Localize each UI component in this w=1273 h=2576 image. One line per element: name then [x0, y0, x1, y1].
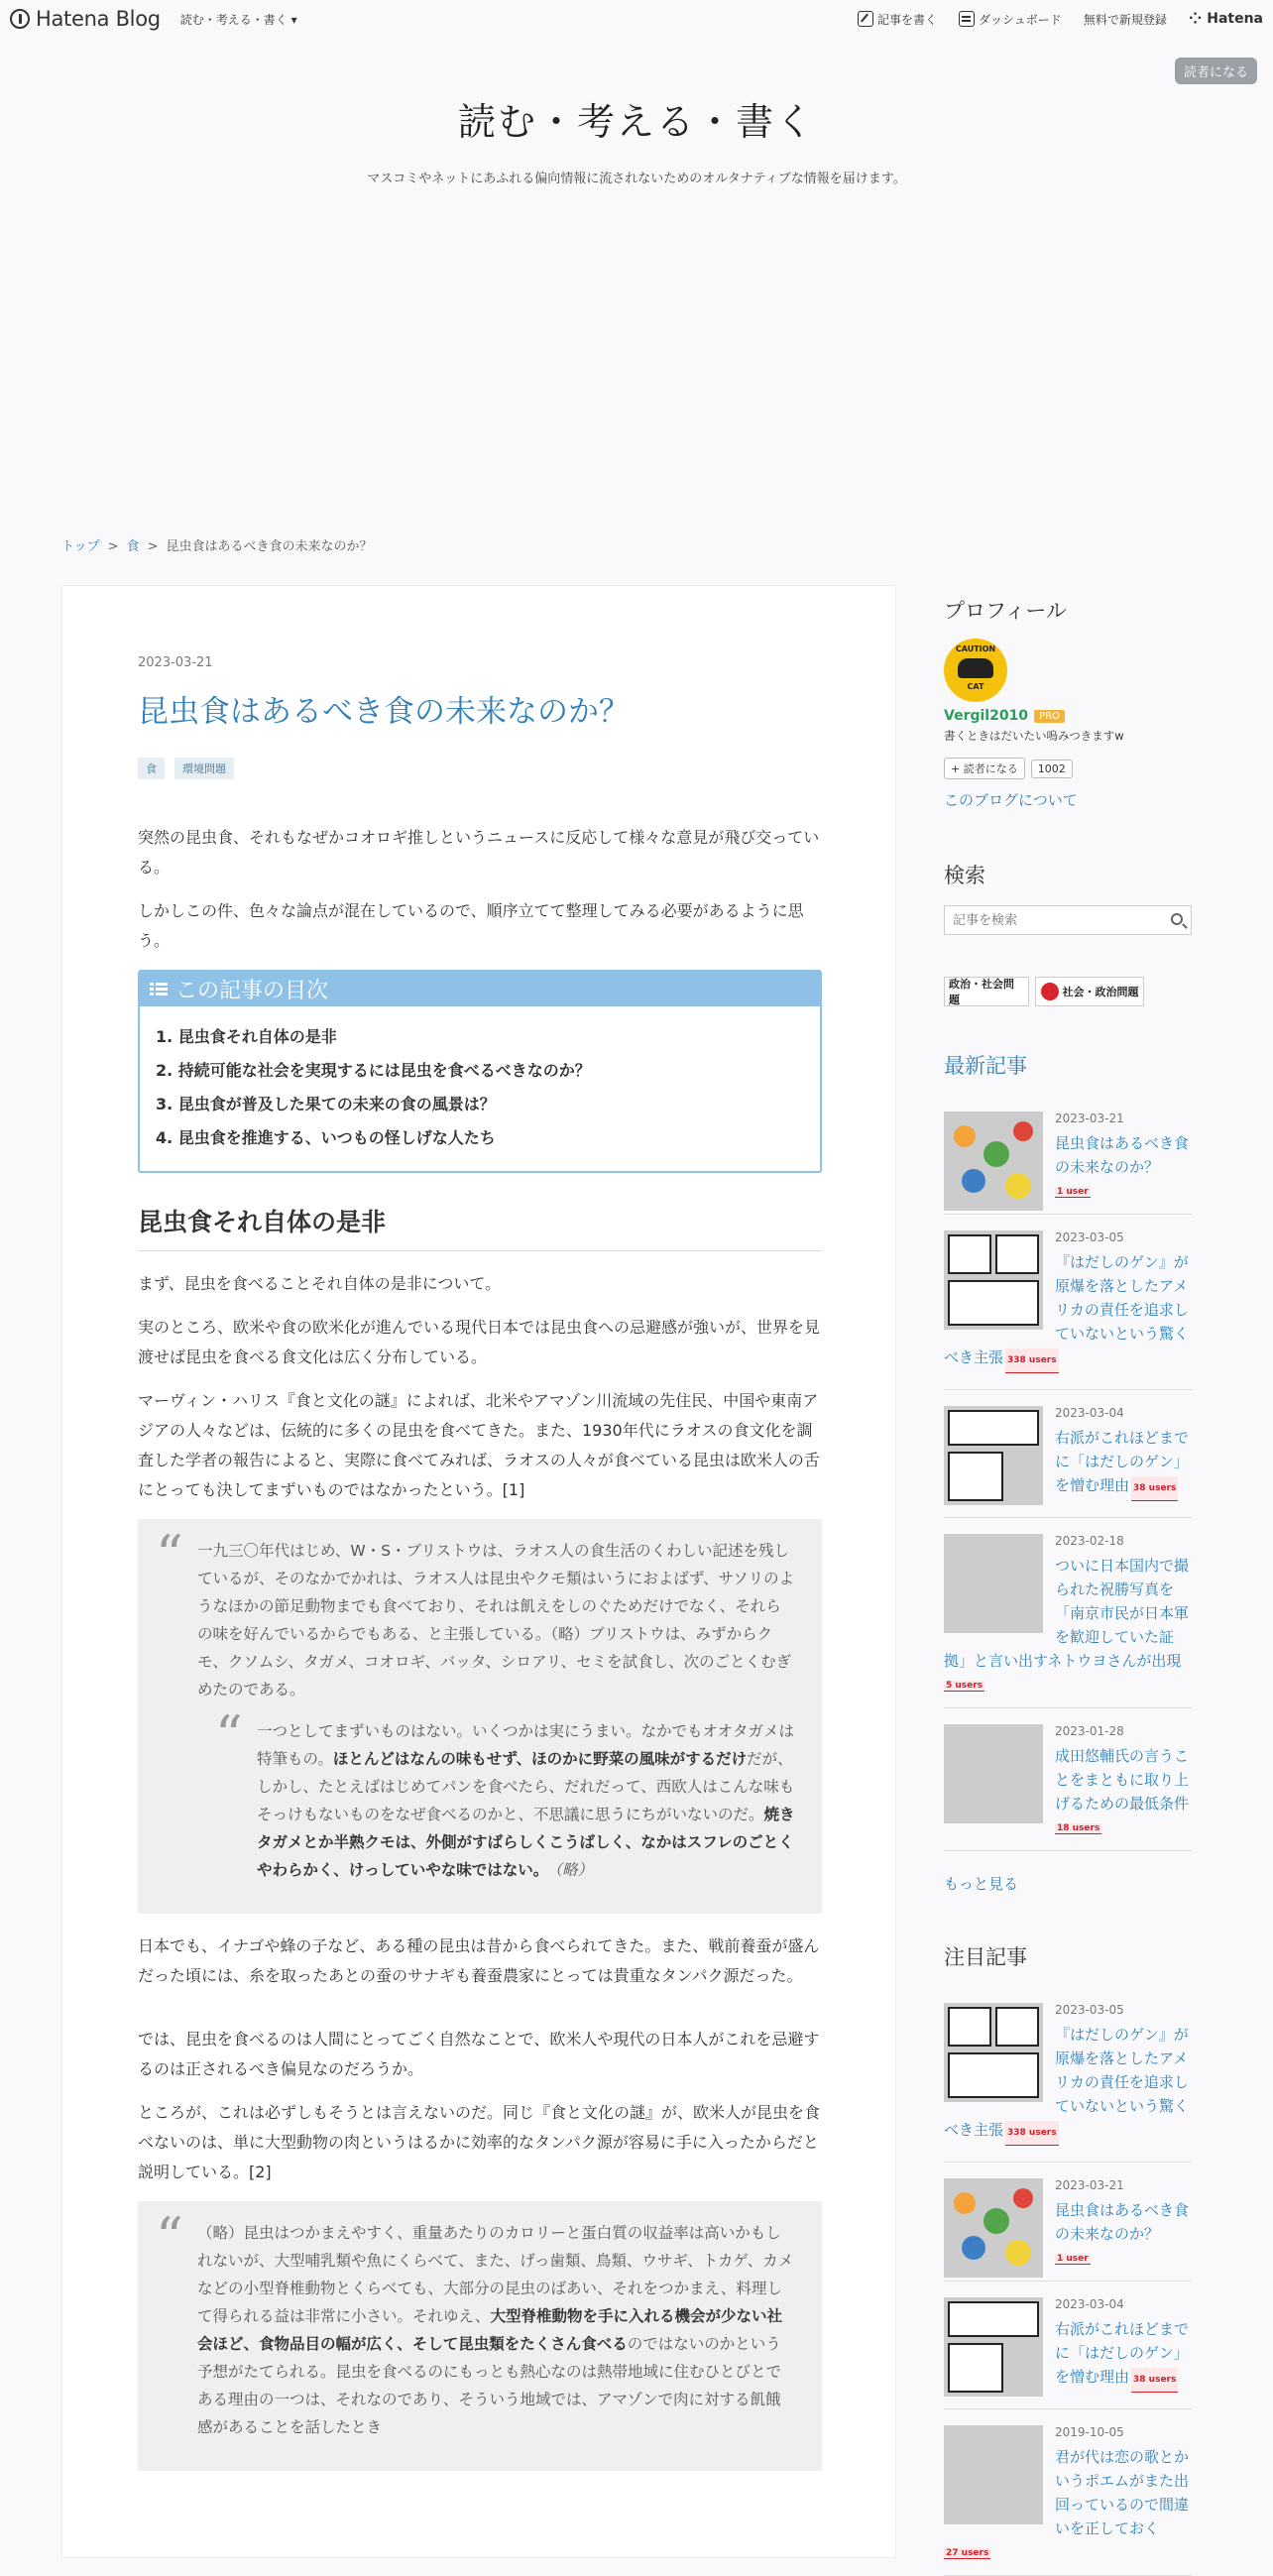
hatena-dots-icon: ⁘	[1188, 9, 1203, 28]
quote-emphasis: 大型脊椎動物を手に入れる機会が少ない社会ほど、食物品目の幅が広く、そして昆虫類をたくさん食べる	[197, 2307, 782, 2354]
entry-thumbnail[interactable]	[944, 1112, 1043, 1211]
ranking-banner[interactable]	[1035, 977, 1144, 1006]
quote-mark-icon: “	[156, 2206, 183, 2270]
entry-thumbnail[interactable]	[944, 2003, 1043, 2102]
paragraph: 日本でも、イナゴや蜂の子など、ある種の昆虫は昔から食べられてきた。また、戦前養蚕が盛んだった頃には、糸を取ったあとの蚕のサナギも養蚕農家にとっては貴重なタンパク源だった。	[138, 1936, 820, 1986]
list-item	[944, 1518, 1192, 1708]
breadcrumb-separator: >	[147, 539, 159, 554]
category-list	[138, 758, 822, 779]
breadcrumb	[61, 535, 372, 554]
bookmark-users-badge[interactable]: 1 user	[1057, 2254, 1089, 2264]
recent-entries	[944, 1096, 1192, 1851]
category-tag[interactable]: 食	[138, 758, 165, 779]
entry-date: 2023-03-04	[1055, 2297, 1124, 2311]
ranking-banner-label: 社会・政治問題	[1062, 986, 1139, 998]
quote-segment: 一つとしてまずいものはない。いくつかは実にうまい。なかでもオオタガメは特筆もの。	[257, 1722, 795, 1769]
toc-list	[140, 1006, 820, 1171]
entry-thumbnail[interactable]	[944, 1724, 1043, 1823]
quote-emphasis: 焼きタガメとか半熟クモは、外側がすばらしくこうばしく、なかはスフレのごとくやわらかく、けっしていやな味ではない。	[257, 1806, 795, 1880]
quote-mark-icon: “	[156, 1524, 183, 1587]
quote-mark-icon: “	[215, 1704, 243, 1768]
entry-date: 2023-02-18	[1055, 1534, 1124, 1548]
blockquote	[138, 2201, 822, 2471]
list-item	[944, 1390, 1192, 1518]
toc-header	[140, 972, 820, 1006]
ranking-banner[interactable]: 政治・社会問題	[944, 977, 1029, 1006]
article-body	[138, 823, 822, 2471]
entry-thumbnail[interactable]	[944, 1534, 1043, 1633]
quote-segment: （略）	[554, 1861, 593, 1880]
signup-link[interactable]: 無料で新規登録	[1083, 12, 1167, 27]
dashboard-label: ダッシュボード	[979, 12, 1062, 27]
avatar-text: CAT	[967, 682, 984, 691]
blog-description: マスコミやネットにあふれる偏向情報に流されないためのオルタナティブな情報を届けます。	[367, 172, 906, 186]
pen-icon	[858, 11, 873, 27]
breadcrumb-current: 昆虫食はあるべき食の未来なのか？	[166, 539, 373, 554]
list-icon	[150, 983, 168, 996]
featured-entries	[944, 1987, 1192, 2576]
search-heading: 検索	[944, 864, 985, 887]
subscribe-small-button[interactable]: + 読者になる	[944, 758, 1025, 779]
blog-menu[interactable]: 読む・考える・書く ▾	[179, 12, 297, 27]
entry-title[interactable]: 昆虫食はあるべき食の未来なのか？	[1055, 1134, 1190, 1176]
bookmark-users-badge[interactable]: 38 users	[1131, 2368, 1178, 2393]
nested-blockquote	[197, 1704, 796, 1884]
hatena-label: Hatena	[1207, 11, 1263, 27]
quote-text	[257, 1717, 796, 1884]
article	[138, 655, 822, 2471]
entry-title-text: 右派がこれほどまでに「はだしのゲン」を憎む理由	[1055, 2320, 1190, 2386]
entry-thumbnail[interactable]	[944, 1406, 1043, 1505]
subscriber-count[interactable]: 1002	[1031, 760, 1073, 778]
search-icon[interactable]	[1171, 913, 1183, 925]
write-entry-link[interactable]	[858, 11, 937, 28]
breadcrumb-top[interactable]: トップ	[61, 539, 100, 554]
entry-thumbnail[interactable]	[944, 2297, 1043, 2397]
bookmark-users-badge[interactable]: 338 users	[1005, 2121, 1059, 2146]
user-description: 書くときはだいたい嗚みつきますw	[944, 729, 1124, 743]
entry-title[interactable]: 成田悠輔氏の言うことをまともに取り上げるための最低条件	[1055, 1747, 1190, 1813]
table-of-contents	[138, 970, 822, 1173]
list-item	[944, 1215, 1192, 1390]
entry-date: 2023-03-21	[1055, 1112, 1124, 1125]
list-item	[944, 1096, 1192, 1215]
recent-heading[interactable]: 最新記事	[944, 1054, 1027, 1078]
list-item	[944, 2163, 1192, 2282]
paragraph: では、昆虫を食べるのは人間にとってごく自然なことで、欧米人や現代の日本人がこれを忌避するのは正されるべき偏見なのだろうか。	[138, 2030, 820, 2079]
list-item	[944, 1708, 1192, 1851]
logo-label: Hatena Blog	[36, 7, 161, 31]
write-entry-label: 記事を書く	[877, 12, 938, 27]
entry-date: 2019-10-05	[1055, 2425, 1124, 2439]
bookmark-users-badge[interactable]: 27 users	[946, 2548, 989, 2558]
breadcrumb-category[interactable]: 食	[126, 539, 140, 554]
list-item	[944, 1987, 1192, 2163]
bookmark-users-badge[interactable]: 1 user	[1057, 1187, 1089, 1197]
breadcrumb-separator: >	[107, 539, 119, 554]
entry-thumbnail[interactable]	[944, 2425, 1043, 2524]
entry-date: 2023-03-04	[1055, 1406, 1124, 1420]
paragraph: 実のところ、欧米や食の欧米化が進んでいる現代日本では昆虫食への忌避感が強いが、世界を見渡せば昆虫を食べる食文化は広く分布している。	[138, 1318, 821, 1367]
entry-title-text: 右派がこれほどまでに「はだしのゲン」を憎む理由	[1055, 1429, 1190, 1494]
blog-title[interactable]: 読む・考える・書く	[457, 100, 815, 144]
hatena-blog-logo-icon	[10, 9, 30, 29]
subscribe-button[interactable]: 読者になる	[1175, 58, 1257, 84]
entry-date: 2023-03-05	[1055, 2003, 1124, 2017]
section-heading: 昆虫食それ自体の是非	[138, 1203, 822, 1251]
subscribe-row	[944, 758, 1192, 779]
quote-segment: だが、しかし、たとえばはじめてパンを食べたら、だれだって、西欧人はこんな味もそっけもないものをなぜ食べるのかと、不思議に思うにちがいないのだ。	[257, 1750, 795, 1824]
avatar[interactable]	[944, 639, 1007, 702]
entry-thumbnail[interactable]	[944, 2178, 1043, 2278]
toc-item[interactable]: 4. 昆虫食を推進する、いつもの怪しげな人たち	[156, 1128, 496, 1148]
about-blog-link[interactable]: このブログについて	[944, 791, 1078, 809]
entry-date: 2023-03-21	[1055, 2178, 1124, 2192]
entry-title-text: 『はだしのゲン』が原爆を落としたアメリカの責任を追求していないという驚くべき主張	[944, 1253, 1190, 1366]
paragraph: マーヴィン・ハリス『食と文化の謎』によれば、北米やアマゾン川流域の先住民、中国や東南アジアの人々などは、伝統的に多くの昆虫を食べてきた。また、1930年代にラオスの食文化を調査した学者の報告によると、実際に食べてみれば、ラオスの人々が食べている昆虫は欧米人の舌にとっても決してまずいものではなかったという。[1]	[138, 1391, 820, 1500]
toc-title: この記事の目次	[175, 979, 329, 1004]
paragraph: しかしこの件、色々な論点が混在しているので、順序立てて整理してみる必要があるように思う。	[138, 901, 804, 951]
profile-heading: プロフィール	[944, 599, 1067, 623]
bookmark-users-badge[interactable]: 18 users	[1057, 1823, 1100, 1833]
pro-badge: PRO	[1034, 710, 1065, 723]
blog-title-area	[0, 91, 1273, 186]
cat-icon	[958, 658, 993, 678]
featured-heading: 注目記事	[944, 1945, 1027, 1969]
paragraph: ところが、これは必ずしもそうとは言えないのだ。同じ『食と文化の謎』が、欧米人が昆虫を食べないのは、単に大型動物の肉というはるかに効率的なタンパク源が容易に手に入ったからだと説明している。[2]	[138, 2103, 821, 2182]
paragraph: まず、昆虫を食べることそれ自体の是非について。	[138, 1274, 502, 1294]
article-container	[61, 585, 896, 2558]
ranking-banners	[944, 977, 1192, 1006]
quote-segment: （略）昆虫はつかまえやすく、重量あたりのカロリーと蛋白質の収益率は高いかもしれないが、大型哺乳類や魚にくらべて、また、げっ歯類、鳥類、ウサギ、トカゲ、カメなどの小型脊椎動物とくらべても、大部分の昆虫のばあい、それをつかまえ、料理して得られる益は非常に小さい。それゆえ、	[197, 2224, 794, 2326]
entry-thumbnail[interactable]	[944, 1230, 1043, 1330]
hatena-menu[interactable]	[1189, 11, 1263, 27]
entry-title[interactable]: 君が代は恋の歌とかいうポエムがまた出回っているので間違いを正しておく	[1055, 2448, 1190, 2537]
quote-emphasis: ほとんどはなんの味もせず、ほのかに野菜の風味がするだけ	[332, 1750, 748, 1769]
entry-date: 2023-03-05	[1055, 1230, 1124, 1244]
username[interactable]: Vergil2010	[944, 708, 1029, 724]
entry-title-text: 『はだしのゲン』が原爆を落としたアメリカの責任を追求していないという驚くべき主張	[944, 2026, 1190, 2139]
bookmark-users-badge[interactable]: 338 users	[1005, 1348, 1059, 1373]
blog-ranking-icon	[1041, 983, 1059, 1000]
spacer	[138, 1991, 822, 2011]
blockquote	[138, 1519, 822, 1914]
quote-text: 一九三〇年代はじめ、W・S・ブリストウは、ラオス人の食生活のくわしい記述を残しているが、そのなかでかれは、ラオス人は昆虫やクモ類はいうにおよばず、サソリのようなほかの節足動物までも食べており、それは飢えをしのぐためだけでなく、それらの味を好んでいるからでもある、と主張している。（略）ブリストウは、みずからクモ、クソムシ、タガメ、コオロギ、バッタ、シロアリ、セミを試食し、次のごとくむぎめたのである。	[197, 1542, 795, 1699]
entry-date: 2023-01-28	[1055, 1724, 1124, 1738]
toc-item[interactable]: 1. 昆虫食それ自体の是非	[156, 1027, 337, 1047]
article-title[interactable]: 昆虫食はあるべき食の未来なのか？	[138, 694, 630, 730]
toc-item[interactable]: 3. 昆虫食が普及した果ての未来の食の風景は？	[156, 1095, 496, 1114]
hatena-blog-logo[interactable]	[10, 7, 161, 31]
more-link[interactable]: もっと見る	[944, 1875, 1019, 1893]
header-actions	[858, 11, 1263, 28]
dashboard-link[interactable]	[959, 11, 1062, 28]
sidebar	[944, 595, 1192, 2576]
username-row	[944, 708, 1192, 724]
avatar-text: CAUTION	[955, 644, 996, 653]
article-date[interactable]: 2023-03-21	[138, 655, 213, 670]
dashboard-icon	[959, 11, 975, 27]
paragraph: 突然の昆虫食、それもなぜかコオロギ推しというニュースに反応して様々な意見が飛び交っている。	[138, 828, 820, 878]
quote-text	[197, 2219, 796, 2441]
category-tag[interactable]: 環境問題	[174, 758, 234, 779]
list-item	[944, 2282, 1192, 2409]
quote-segment: のではないのかという予想がたてられる。昆虫を食べるのにもっとも熱心なのは熱帯地域に住むひとびとである理由の一つは、それなのであり、そういう地域では、アマゾンで肉に対する飢餓感があることを話したとき	[197, 2335, 782, 2437]
bookmark-users-badge[interactable]: 5 users	[946, 1681, 984, 1691]
entry-title[interactable]: ついに日本国内で撮られた祝勝写真を「南京市民が日本軍を歓迎していた証拠」と言い出すネトウヨさんが出現	[944, 1557, 1190, 1670]
global-header	[0, 0, 1273, 38]
entry-title[interactable]: 昆虫食はあるべき食の未来なのか？	[1055, 2201, 1190, 2243]
search-box	[944, 905, 1192, 935]
list-item	[944, 2409, 1192, 2576]
search-input[interactable]	[945, 906, 1163, 934]
bookmark-users-badge[interactable]: 38 users	[1131, 1476, 1178, 1501]
toc-item[interactable]: 2. 持続可能な社会を実現するには昆虫を食べるべきなのか？	[156, 1061, 591, 1081]
